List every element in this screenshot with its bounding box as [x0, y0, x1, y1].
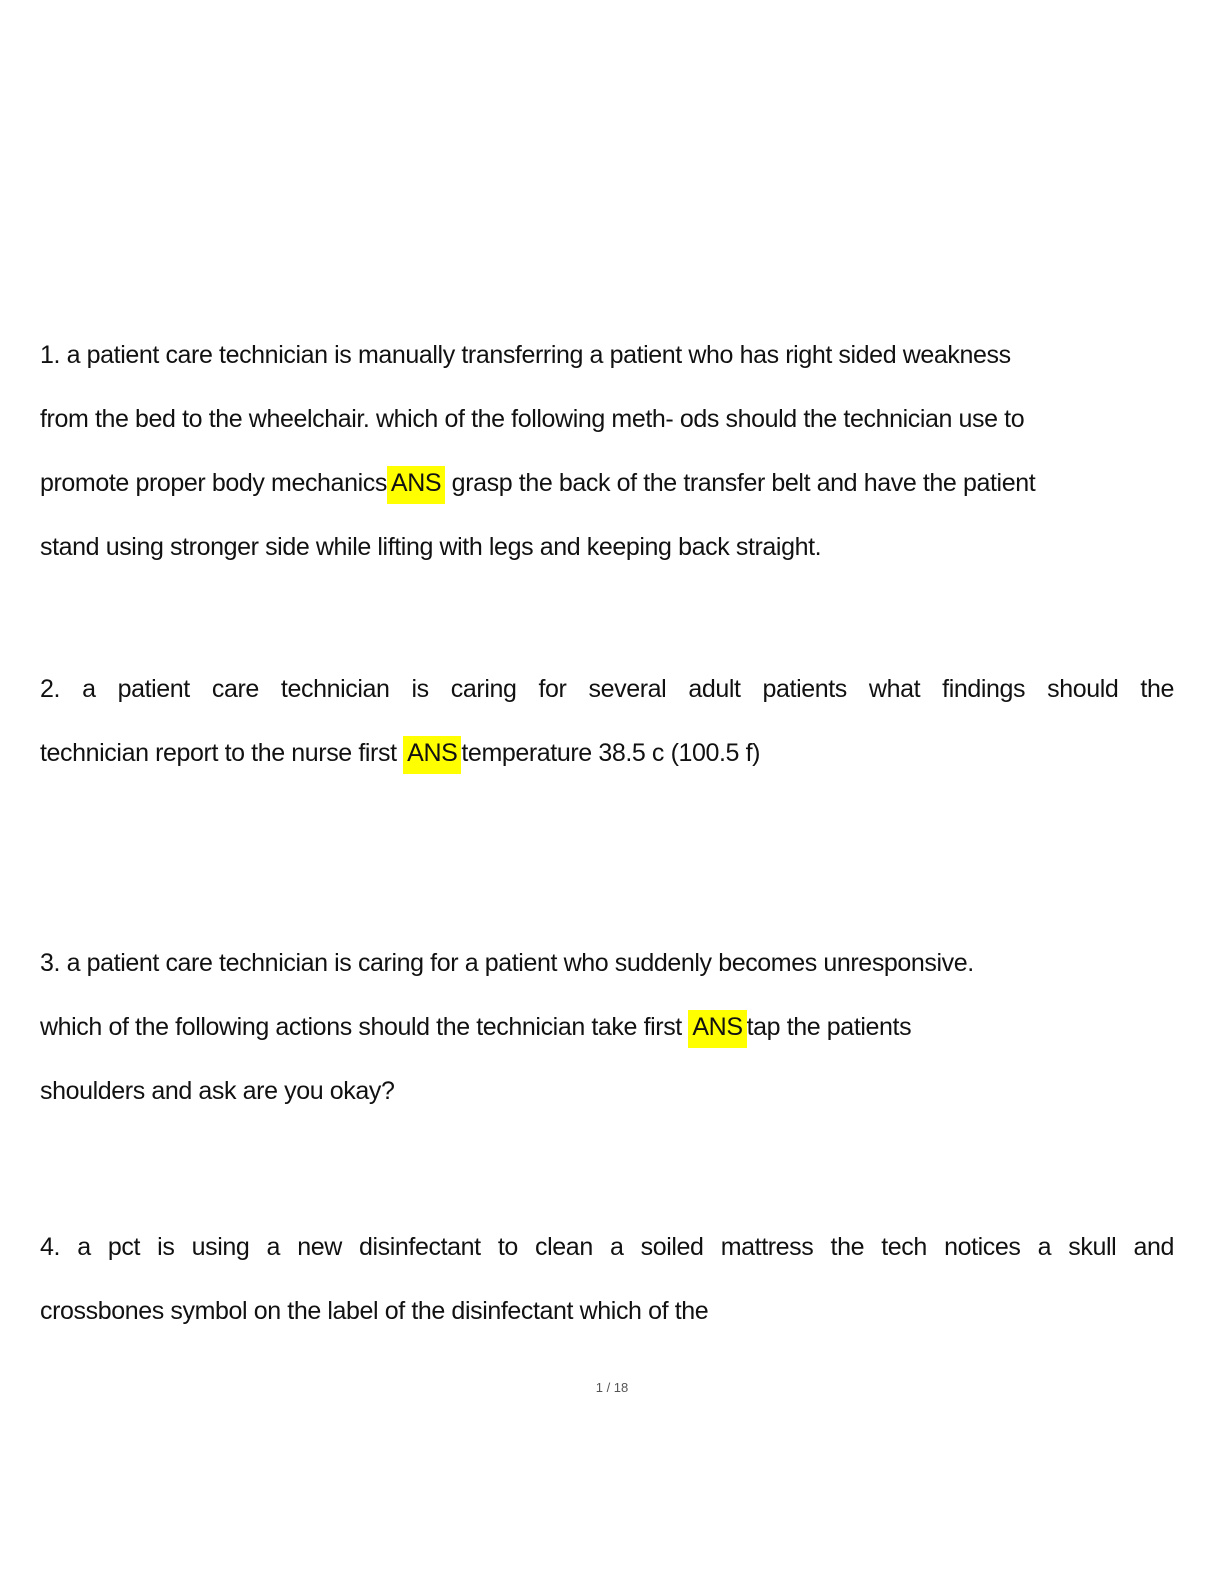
answer-highlight: ANS — [403, 736, 461, 774]
answer-text: shoulders and ask are you okay? — [40, 1077, 395, 1105]
question-text: promote proper body mechanics — [40, 469, 387, 497]
answer-highlight: ANS — [688, 1010, 746, 1048]
question-text: technician report to the nurse first — [40, 739, 404, 767]
answer-highlight: ANS — [387, 466, 445, 504]
text-line: 4. a pct is using a new disinfectant to clean a soiled mattress the tech notices a skull and — [40, 1233, 1174, 1261]
answer-text: temperature 38.5 c (100.5 f) — [461, 739, 761, 767]
answer-line — [40, 736, 760, 774]
answer-text: tap the patients — [746, 1013, 912, 1041]
text-line: 1. a patient care technician is manually transferring a patient who has right sided weakness — [40, 341, 1011, 369]
text-line: 3. a patient care technician is caring for a patient who suddenly becomes unresponsive. — [40, 949, 974, 977]
text-line: 2. a patient care technician is caring for several adult patients what findings should the — [40, 675, 1174, 703]
page-indicator: 1 / 18 — [595, 1380, 629, 1395]
text-line: crossbones symbol on the label of the disinfectant which of the — [40, 1297, 709, 1325]
answer-text: stand using stronger side while lifting with legs and keeping back straight. — [40, 533, 822, 561]
answer-line — [40, 1010, 911, 1048]
answer-line — [40, 466, 1035, 504]
question-text: which of the following actions should the technician take first — [40, 1013, 689, 1041]
answer-text: grasp the back of the transfer belt and have the patient — [445, 469, 1036, 497]
text-line: from the bed to the wheelchair. which of the following meth- ods should the technician use to — [40, 405, 1025, 433]
